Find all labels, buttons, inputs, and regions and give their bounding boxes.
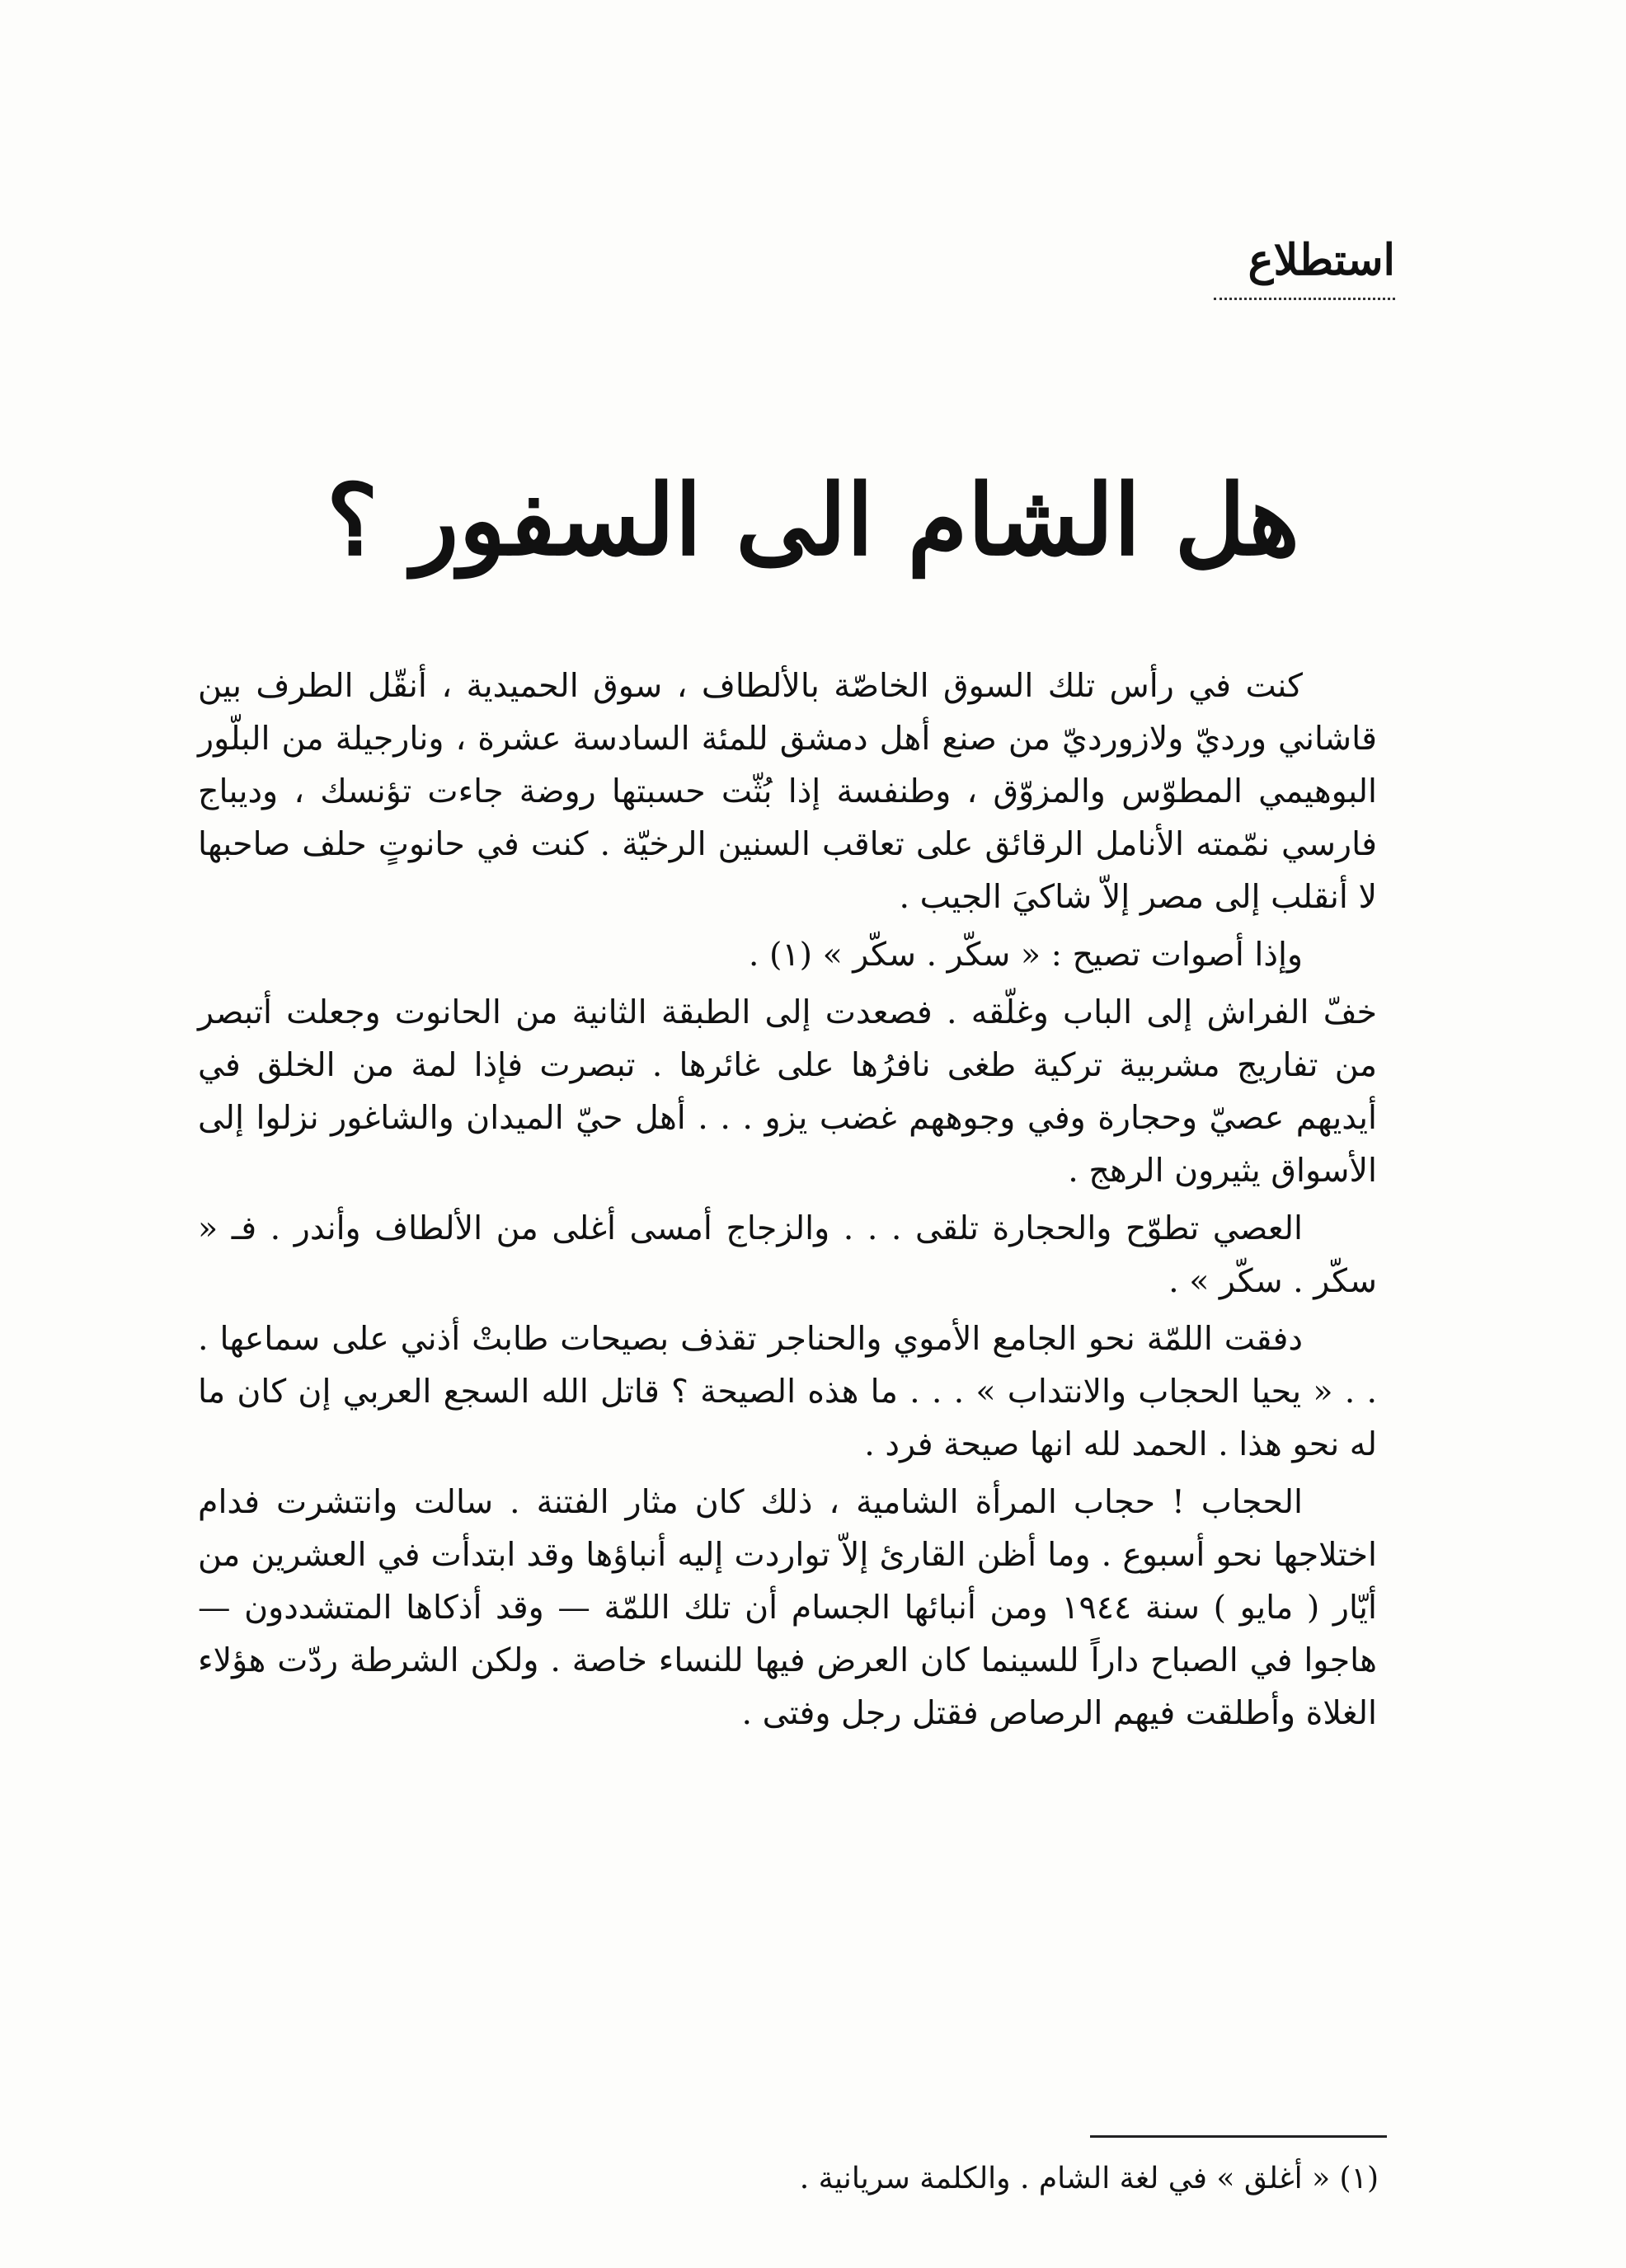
paragraph-4: العصي تطوّح والحجارة تلقى . . . والزجاج أمسى أغلى من الألطاف وأندر . فـ « سكّر . سكّر » .: [198, 1209, 1377, 1300]
paragraph-6: الحجاب ! حجاب المرأة الشامية ، ذلك كان مثار الفتنة . سالت وانتشرت فدام اختلاجها نحو أسبوع . وما أظن القارئ إلاّ تواردت إليه أنباؤها وقد ابتدأت في العشرين من أيّار ( مايو ) سنة ١٩٤٤ ومن أنبائها الجسام أن تلك اللمّة — وقد أذكاها المتشددون — هاجوا في الصباح داراً للسينما كان العرض فيها للنساء خاصة . ولكن الشرطة ردّت هؤلاء الغلاة وأطلقت فيهم الرصاص فقتل رجل وفتى .: [198, 1483, 1378, 1732]
paragraph-1: كنت في رأس تلك السوق الخاصّة بالألطاف ، سوق الحميدية ، أنقّل الطرف بين قاشاني ورديّ ولازورديّ من صنع أهل دمشق للمئة السادسة عشرة ، ونارجيلة من البلّور البوهيمي المطوّس والمزوّق ، وطنفسة إذا بُثّت حسبتها روضة جاءت تؤنسك ، وديباج فارسي نمّمته الأنامل الرقائق على تعاقب السنين الرخيّة . كنت في حانوتٍ حلف صاحبها لا أنقلب إلى مصر إلاّ شاكيَ الجيب .: [198, 667, 1377, 916]
paragraph-2: وإذا أصوات تصيح : « سكّر . سكّر » (١) .: [748, 936, 1303, 974]
paragraph-3: خفّ الفراش إلى الباب وغلّقه . فصعدت إلى الطبقة الثانية من الحانوت وجعلت أتبصر من تفاريج مشربية تركية طغى نافرُها على غائرها . تبصرت فإذا لمة من الخلق في أيديهم عصيّ وحجارة وفي وجوههم غضب يزو . . . أهل حيّ الميدان والشاغور نزلوا إلى الأسواق يثيرون الرهج .: [198, 993, 1377, 1190]
footnote: (١) « أغلق » في لغة الشام . والكلمة سريانية .: [799, 2162, 1379, 2195]
article-title: هل الشام الى السفور ؟: [326, 463, 1300, 577]
paragraph-5: دفقت اللمّة نحو الجامع الأموي والحناجر تقذف بصيحات طابتْ أذني على سماعها . . . « يحيا الحجاب والانتداب » . . . ما هذه الصيحة ؟ قاتل الله السجع العربي إن كان ما له نحو هذا . الحمد لله انها صيحة فرد .: [198, 1320, 1377, 1463]
section-label: استطلاع: [1214, 235, 1395, 300]
footnote-divider: [1090, 2135, 1387, 2138]
article-body: [198, 660, 1377, 1744]
